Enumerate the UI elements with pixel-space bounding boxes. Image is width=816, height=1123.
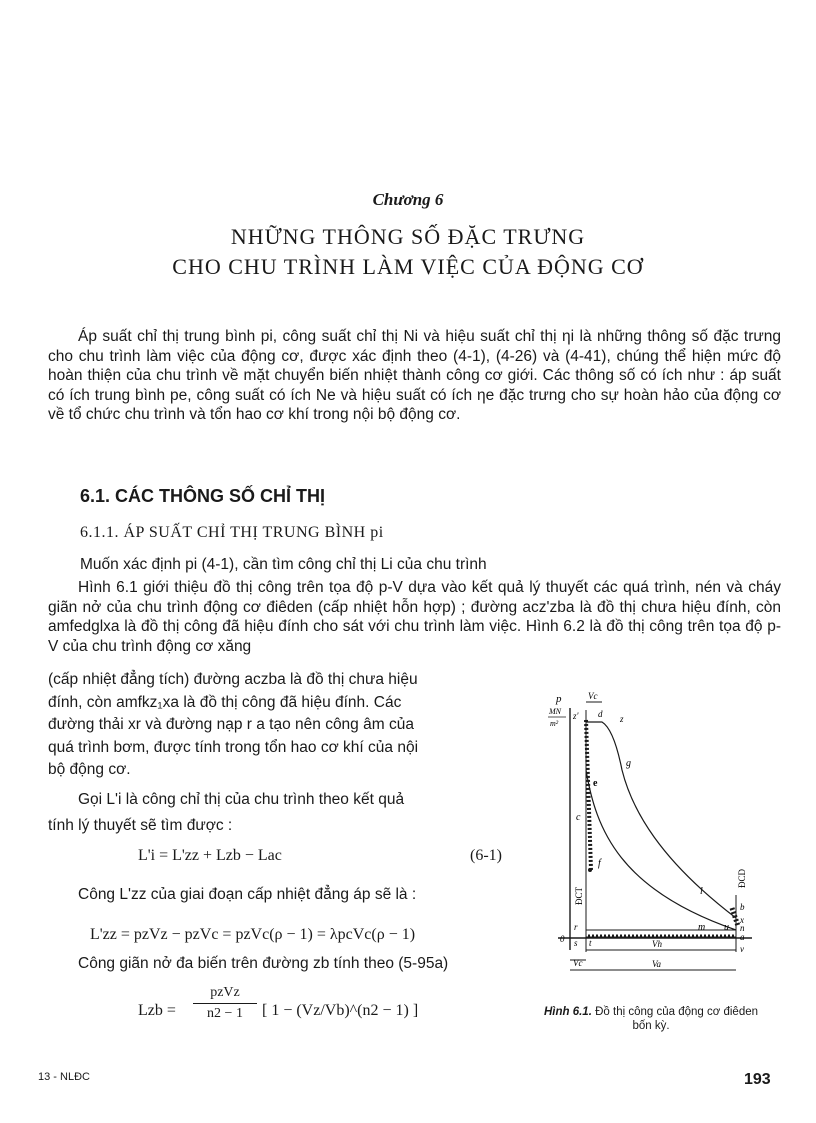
body-paragraph-2 xyxy=(48,578,781,656)
fraction-bar xyxy=(193,1003,257,1004)
label-vh: Vh xyxy=(652,939,662,949)
subsection-heading: 6.1.1. ÁP SUẤT CHỈ THỊ TRUNG BÌNH pi xyxy=(80,524,384,541)
point-f-marker xyxy=(588,868,592,872)
label-n: n xyxy=(740,923,745,933)
compression-curve xyxy=(586,770,736,930)
hatched-area-left xyxy=(586,720,591,870)
label-x: x xyxy=(740,915,744,925)
para3-line: đường thải xr và đường nạp r a tạo nên công âm của xyxy=(48,716,414,733)
section-heading: 6.1. CÁC THÔNG SỐ CHỈ THỊ xyxy=(80,486,326,506)
label-vc: Vc xyxy=(573,958,583,968)
label-g: g xyxy=(626,758,631,769)
equation-lzb-lhs: Lzb = xyxy=(138,1002,176,1019)
intro-text: Áp suất chỉ thị trung bình pi, công suất chỉ thị Ni và hiệu suất chỉ thị ηi là những thông số đặc trưng cho chu trình làm việc của động cơ, được xác định theo (4-1), (4-26) và (4-41), chúng thể hiện mức độ hoàn thiện của chu trình về mặt chuyển biến nhiệt thành công cơ giới. Các thông số có ích như : áp suất có ích trung bình pe, công suất có ích Ne và hiệu suất có ích ηe đặc trưng cho sự hoàn hảo của động cơ về tổ chức chu trình và tổn hao cơ khí trong nội bộ động cơ. xyxy=(48,328,781,423)
para3-line: bộ động cơ. xyxy=(48,761,131,778)
label-va: Va xyxy=(652,959,661,969)
expansion-curve xyxy=(586,722,736,918)
label-l: l xyxy=(700,886,703,897)
body-line-1: Muốn xác định pi (4-1), cần tìm công chỉ thị Li của chu trình xyxy=(80,556,487,573)
equation-lzz: L'zz = pzVz − pzVc = pzVc(ρ − 1) = λpcVc(ρ − 1) xyxy=(90,926,416,943)
page-number: 193 xyxy=(744,1071,771,1088)
equation-6-1: L'i = L'zz + Lzb − Lac xyxy=(138,847,282,864)
label-f: f xyxy=(598,858,601,869)
para3-line: (cấp nhiệt đẳng tích) đường aczba là đồ thị chưa hiệu xyxy=(48,671,418,688)
label-t: t xyxy=(589,938,592,948)
body-paragraph-4 xyxy=(48,790,528,835)
para4-line: Gọi L'i là công chỉ thị của chu trình theo kết quả xyxy=(78,791,405,808)
label-origin: 0 xyxy=(560,934,565,944)
intro-paragraph xyxy=(48,327,781,425)
label-r: r xyxy=(574,922,578,932)
equation-lzb-fraction xyxy=(193,985,257,1022)
label-m: m xyxy=(698,922,706,933)
label-z-prime: z' xyxy=(573,711,579,721)
fraction-numerator: pzVz xyxy=(210,985,240,1000)
equation-lzb-bracket: [ 1 − (Vz/Vb)^(n2 − 1) ] xyxy=(262,1002,419,1019)
label-tdc: ĐCT xyxy=(574,887,584,905)
label-c: c xyxy=(576,812,581,823)
label-a: a xyxy=(740,932,745,942)
footer-signature: 13 - NLĐC xyxy=(38,1071,90,1083)
para3-line: quá trình bơm, được tính trong tổn hao cơ khí của nội xyxy=(48,738,419,756)
figure-caption xyxy=(536,1005,766,1033)
pv-diagram xyxy=(540,690,770,980)
equation-number: (6-1) xyxy=(470,847,502,864)
axis-unit-bottom: m² xyxy=(550,719,559,728)
label-s: s xyxy=(574,938,578,948)
chapter-label: Chương 6 xyxy=(372,190,444,209)
body-line-5: Công L'zz của giai đoạn cấp nhiệt đẳng áp sẽ là : xyxy=(78,886,417,903)
hatched-area-right xyxy=(732,908,738,926)
label-b: b xyxy=(740,902,745,912)
label-v: v xyxy=(740,944,744,954)
body-paragraph-3 xyxy=(48,670,528,780)
fraction-denominator: n2 − 1 xyxy=(207,1006,243,1021)
caption-label: Hình 6.1. xyxy=(543,1006,592,1018)
label-z: z xyxy=(620,714,624,724)
body-line-6: Công giãn nở đa biến trên đường zb tính theo (5-95a) xyxy=(78,955,449,972)
para3-line: đính, còn amfkz₁xa là đồ thị công đã hiệu đính. Các xyxy=(48,693,402,711)
chapter-title-line2: CHO CHU TRÌNH LÀM VIỆC CỦA ĐỘNG CƠ xyxy=(172,254,644,279)
label-u: u xyxy=(724,922,729,933)
caption-text: Đồ thị công của động cơ điêden bốn kỳ. xyxy=(595,1006,759,1032)
axis-unit-top: MN xyxy=(549,707,561,716)
label-bdc: ĐCD xyxy=(737,868,747,888)
label-e: e xyxy=(593,778,598,789)
label-vc-top: Vc xyxy=(588,691,598,701)
chapter-title-line1: NHỮNG THÔNG SỐ ĐẶC TRƯNG xyxy=(230,224,586,249)
para2-text: Hình 6.1 giới thiệu đồ thị công trên tọa độ p-V dựa vào kết quả lý thuyết các quá trình, nén và cháy giãn nở của chu trình động cơ điêden (cấp nhiệt hỗn hợp) ; đường acz'zba là đồ thị chưa hiệu đính, còn amfedglxa là đồ thị công đã hiệu đính cho sát với chu trình làm việc. Hình 6.2 là đồ thị công trên tọa độ p-V của chu trình động cơ xăng xyxy=(48,579,781,655)
para4-line: tính lý thuyết sẽ tìm được : xyxy=(48,816,233,834)
label-d: d xyxy=(598,709,603,719)
axis-p-label: p xyxy=(556,693,562,705)
